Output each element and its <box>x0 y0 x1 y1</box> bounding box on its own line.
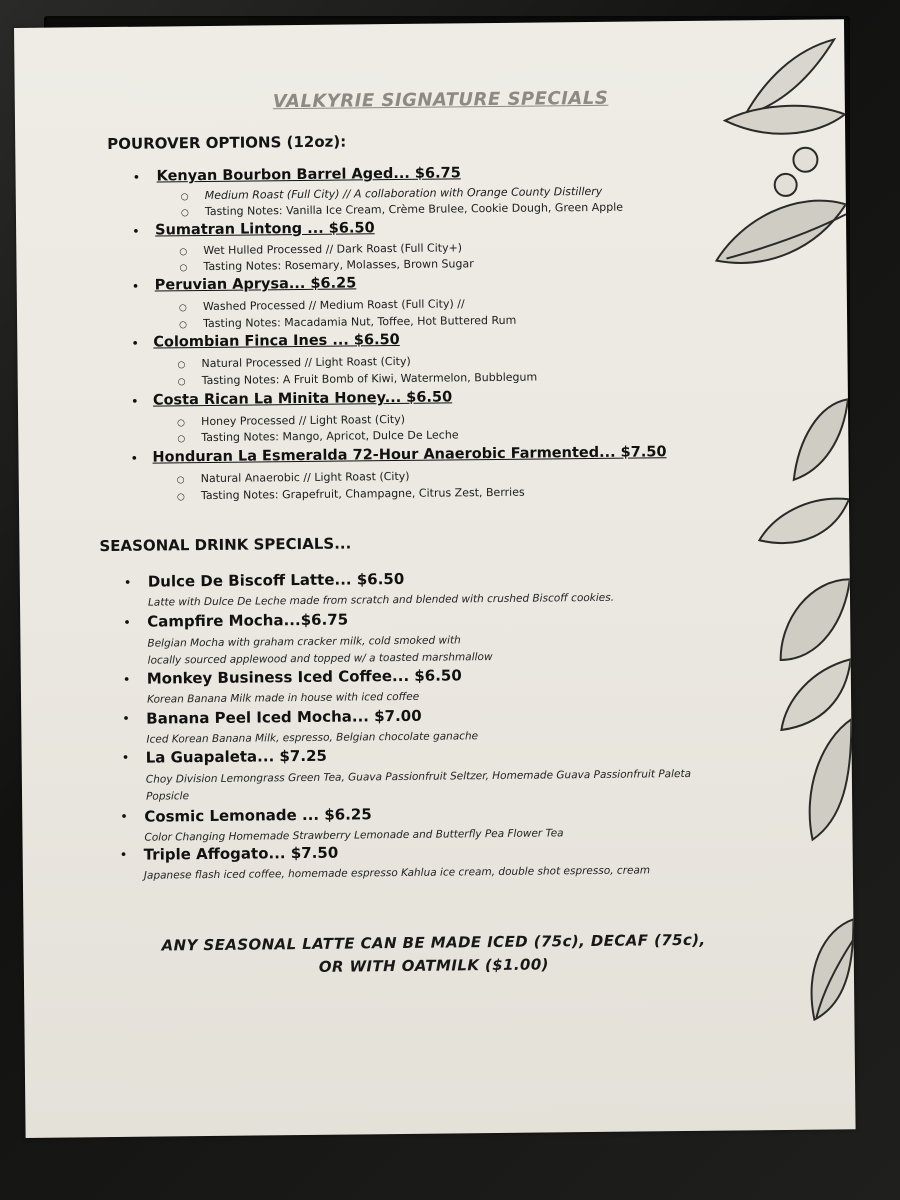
bullet-icon: • <box>131 336 140 352</box>
pourover-item-detail: ○ Medium Roast (Full City) // A collaboration with Orange County Distillery <box>180 184 603 203</box>
seasonal-item-desc: Latte with Dulce De Leche made from scratch and blended with crushed Biscoff cookies. <box>147 591 615 609</box>
seasonal-heading: SEASONAL DRINK SPECIALS... <box>99 534 352 556</box>
seasonal-item-desc: Japanese flash iced coffee, homemade espresso Kahlua ice cream, double shot espresso, cream <box>143 864 651 882</box>
seasonal-item-desc: Belgian Mocha with graham cracker milk, cold smoked with <box>147 634 461 650</box>
pourover-item-detail: ○ Natural Processed // Light Roast (City) <box>177 354 411 371</box>
pourover-item-name: Colombian Finca Ines ... $6.50 <box>153 331 400 351</box>
bullet-icon: • <box>130 394 139 410</box>
circle-bullet-icon: ○ <box>177 434 186 445</box>
seasonal-item-name: Banana Peel Iced Mocha... $7.00 <box>146 706 422 728</box>
pourover-item-notes: ○ Tasting Notes: A Fruit Bomb of Kiwi, Watermelon, Bubblegum <box>177 370 538 388</box>
pourover-item-notes: ○ Tasting Notes: Grapefruit, Champagne, Citrus Zest, Berries <box>176 485 525 503</box>
seasonal-item-name: Cosmic Lemonade ... $6.25 <box>144 805 372 826</box>
pourover-item-name: Kenyan Bourbon Barrel Aged... $6.75 <box>156 165 461 185</box>
circle-bullet-icon: ○ <box>179 247 188 258</box>
pourover-item-detail: ○ Washed Processed // Medium Roast (Full City) // <box>178 297 465 314</box>
circle-bullet-icon: ○ <box>179 263 188 274</box>
circle-bullet-icon: ○ <box>177 360 186 371</box>
seasonal-item-desc-line2: Popsicle <box>145 790 190 803</box>
seasonal-item-desc: Iced Korean Banana Milk, espresso, Belgian chocolate ganache <box>146 730 479 746</box>
bullet-icon: • <box>122 672 131 688</box>
pourover-item-detail: ○ Wet Hulled Processed // Dark Roast (Full City+) <box>179 241 463 258</box>
seasonal-item-name: Triple Affogato... $7.50 <box>143 843 339 864</box>
seasonal-item-desc: Color Changing Homemade Strawberry Lemonade and Butterfly Pea Flower Tea <box>144 827 564 844</box>
circle-bullet-icon: ○ <box>176 492 185 503</box>
circle-bullet-icon: ○ <box>177 418 186 429</box>
circle-bullet-icon: ○ <box>177 377 186 388</box>
footer-line-2: OR WITH OATMILK ($1.00) <box>318 955 549 976</box>
bullet-icon: • <box>121 750 130 766</box>
seasonal-item-name: La Guapaleta... $7.25 <box>145 746 327 767</box>
bullet-icon: • <box>120 809 129 825</box>
pourover-item-name: Costa Rican La Minita Honey... $6.50 <box>152 389 453 409</box>
circle-bullet-icon: ○ <box>178 303 187 314</box>
bullet-icon: • <box>122 711 130 727</box>
seasonal-item-name: Monkey Business Iced Coffee... $6.50 <box>146 666 462 688</box>
pourover-item-notes: ○ Tasting Notes: Mango, Apricot, Dulce De Leche <box>177 428 459 445</box>
pourover-heading: POUROVER OPTIONS (12oz): <box>107 132 347 154</box>
bullet-icon: • <box>131 279 140 295</box>
pourover-item-notes: ○ Tasting Notes: Macadamia Nut, Toffee, Hot Buttered Rum <box>179 313 517 331</box>
circle-bullet-icon: ○ <box>176 475 185 486</box>
circle-bullet-icon: ○ <box>180 208 189 219</box>
bullet-icon: • <box>132 224 140 240</box>
seasonal-item-desc: Korean Banana Milk made in house with iced coffee <box>146 690 420 706</box>
bullet-icon: • <box>130 451 139 467</box>
bullet-icon: • <box>132 170 141 186</box>
bullet-icon: • <box>123 575 132 591</box>
pourover-item-detail: ○ Honey Processed // Light Roast (City) <box>177 412 406 429</box>
pourover-item-name: Sumatran Lintong ... $6.50 <box>155 220 375 239</box>
circle-bullet-icon: ○ <box>179 320 188 331</box>
seasonal-item-desc: Choy Division Lemongrass Green Tea, Guava Passionfruit Seltzer, Homemade Guava Passionfruit Paleta <box>145 767 692 786</box>
seasonal-item-name: Campfire Mocha...$6.75 <box>147 610 349 631</box>
bullet-icon: • <box>123 615 131 631</box>
pourover-item-detail: ○ Natural Anaerobic // Light Roast (City) <box>176 469 410 486</box>
bullet-icon: • <box>119 847 128 863</box>
pourover-item-name: Peruvian Aprysa... $6.25 <box>154 275 357 294</box>
circle-bullet-icon: ○ <box>180 192 189 203</box>
pourover-item-name: Honduran La Esmeralda 72-Hour Anaerobic Farmented... $7.50 <box>152 444 667 466</box>
pourover-item-notes: ○ Tasting Notes: Vanilla Ice Cream, Crème Brulee, Cookie Dough, Green Apple <box>180 200 624 219</box>
menu-title: VALKYRIE SIGNATURE SPECIALS <box>272 87 609 113</box>
footer-note <box>144 929 724 981</box>
menu-paper <box>14 19 856 1138</box>
pourover-item-notes: ○ Tasting Notes: Rosemary, Molasses, Brown Sugar <box>179 257 474 274</box>
seasonal-item-desc-line2: locally sourced applewood and topped w/ a toasted marshmallow <box>147 651 493 667</box>
seasonal-item-name: Dulce De Biscoff Latte... $6.50 <box>147 569 405 591</box>
footer-line-1: ANY SEASONAL LATTE CAN BE MADE ICED (75c), DECAF (75c), <box>161 930 706 955</box>
